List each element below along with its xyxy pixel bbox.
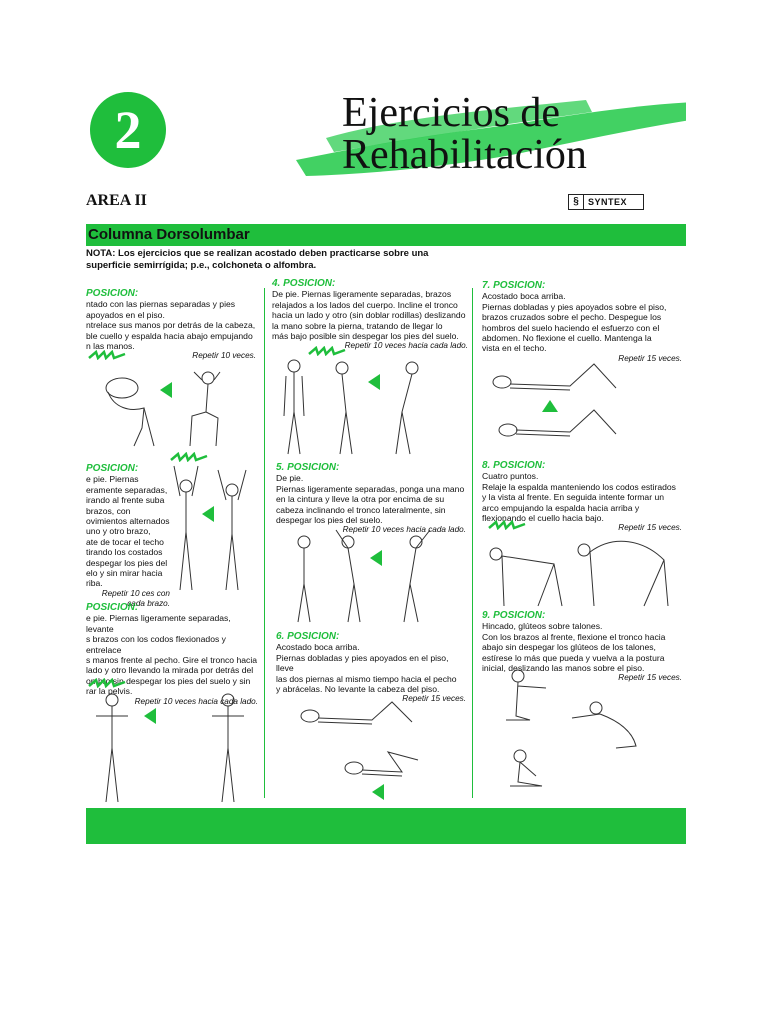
exercise-repeat: Repetir 10 veces hacia cada lado. bbox=[344, 341, 468, 351]
green-check-mark bbox=[488, 520, 526, 530]
exercise-repeat: Repetir 10 veces hacia cada lado. bbox=[134, 696, 258, 706]
exercise-repeat: Repetir 10 ces con cada brazo. bbox=[101, 588, 170, 609]
exercise-body: De pie. Piernas ligeramente separadas, brazos relajados a los lados del cuerpo. Incline el tronco hacia un lado y otro (sin doblar rodillas) deslizando la mano sobre la pierna, tratando de llegar lo más bajo posible sin despegar los pies del suelo. bbox=[272, 289, 466, 342]
exercise-body: Hincado, glúteos sobre talones. Con los brazos al frente, flexione el tronco hacia abajo sin despegar los glúteos de los talones, estírese lo más que pueda y vuelva a la postura inicial, deslizando las manos sobre el piso. bbox=[482, 621, 666, 674]
exercise-body: e pie. Piernas eramente separadas, irando al frente suba brazos, con ovimientos alternados uno y otro brazo, ate de tocar el techo tirando los costados despegar los pies del elo y sin mirar hacia riba. bbox=[86, 474, 170, 589]
syntex-logo bbox=[568, 194, 644, 210]
exercise-body: e pie. Piernas ligeramente separadas, levante s brazos con los codos flexionados y entrelace s manos frente al pecho. Gire el tronco hacia lado y otro llevando la mirada por detrás del ombro sin despegar los pies del suelo y sin rar la pelvis. bbox=[86, 613, 258, 697]
seated-stretch-figure bbox=[94, 368, 244, 448]
section-number-badge: 2 bbox=[90, 92, 166, 168]
arm-raise-figure bbox=[172, 462, 262, 592]
side-bend-figure bbox=[276, 356, 466, 456]
exercise-repeat: Repetir 15 veces. bbox=[618, 353, 682, 363]
green-check-mark bbox=[308, 346, 346, 356]
exercise-head: POSICION: bbox=[86, 288, 139, 299]
exercise-head: POSICION: bbox=[86, 602, 139, 613]
green-check-mark bbox=[88, 350, 126, 360]
exercise-repeat: Repetir 10 veces. bbox=[192, 351, 256, 361]
green-check-mark bbox=[88, 678, 126, 688]
knees-to-chest-figure bbox=[292, 688, 456, 800]
exercise-head: 7. POSICION: bbox=[482, 280, 546, 291]
exercise-head: 5. POSICION: bbox=[276, 462, 340, 473]
bottom-green-band bbox=[86, 808, 686, 844]
page-title bbox=[342, 92, 587, 176]
exercise-head: 9. POSICION: bbox=[482, 610, 546, 621]
exercise-repeat: Repetir 15 veces. bbox=[618, 523, 682, 533]
exercise-body: De pie. Piernas ligeramente separadas, ponga una mano en la cintura y lleve la otra por encima de su cabeza inclinando el tronco lateralmente, sin despegar los pies del suelo. bbox=[276, 473, 465, 526]
exercise-sheet bbox=[86, 88, 686, 844]
syntex-mark-icon: § bbox=[569, 195, 584, 209]
column-divider-1 bbox=[264, 288, 265, 798]
exercise-body: Cuatro puntos. Relaje la espalda manteniendo los codos estirados y la vista al frente. En seguida intente formar un arco empujando la espalda hacia arriba y flexionando el cuello hacia bajo. bbox=[482, 471, 676, 524]
exercise-repeat: Repetir 10 veces hacia cada lado. bbox=[342, 525, 466, 535]
column-divider-2 bbox=[472, 288, 473, 798]
exercise-body: Acostado boca arriba. Piernas dobladas y pies apoyados sobre el piso, brazos cruzados sobre el pecho. Despegue los hombros del suelo haciendo el esfuerzo con el abdomen. No flexione el cuello. Mantenga la vista en el techo. bbox=[482, 291, 667, 354]
green-check-mark bbox=[170, 452, 208, 462]
kneeling-stretch-figure bbox=[496, 664, 646, 794]
torso-rotation-figure bbox=[92, 692, 252, 804]
exercise-body: ntado con las piernas separadas y pies apoyados en el piso. ntrelace sus manos por detrás de la cabeza, ble cuello y espalda hacia abajo empujando n las manos. bbox=[86, 299, 256, 352]
exercise-repeat: Repetir 15 veces. bbox=[618, 673, 682, 683]
exercise-head: 6. POSICION: bbox=[276, 631, 340, 642]
crunch-figure bbox=[486, 358, 646, 444]
exercise-head: POSICION: bbox=[86, 463, 139, 474]
exercise-5 bbox=[276, 462, 466, 536]
brand-name: SYNTEX bbox=[588, 197, 628, 207]
area-label: AREA II bbox=[86, 192, 147, 209]
section-title: Columna Dorsolumbar bbox=[88, 226, 250, 243]
exercise-repeat: Repetir 15 veces. bbox=[402, 694, 466, 704]
title-line-2: Rehabilitación bbox=[342, 132, 587, 178]
title-line-1: Ejercicios de bbox=[342, 90, 561, 136]
exercise-4 bbox=[272, 278, 468, 352]
exercise-2 bbox=[86, 463, 170, 610]
exercise-7 bbox=[482, 280, 682, 364]
exercise-head: 4. POSICION: bbox=[272, 278, 336, 289]
lateral-stretch-figure bbox=[282, 528, 466, 624]
exercise-head: 8. POSICION: bbox=[482, 460, 546, 471]
note-text: NOTA: Los ejercicios que se realizan acostado deben practicarse sobre una superficie semirrígida; p.e., colchoneta o alfombra. bbox=[86, 248, 429, 271]
four-point-figure bbox=[484, 534, 680, 608]
exercise-body: Acostado boca arriba. Piernas dobladas y pies apoyados en el piso, lleve las dos piernas al mismo tiempo hacia el pecho y abrácelas. No levante la cabeza del piso. bbox=[276, 642, 457, 695]
